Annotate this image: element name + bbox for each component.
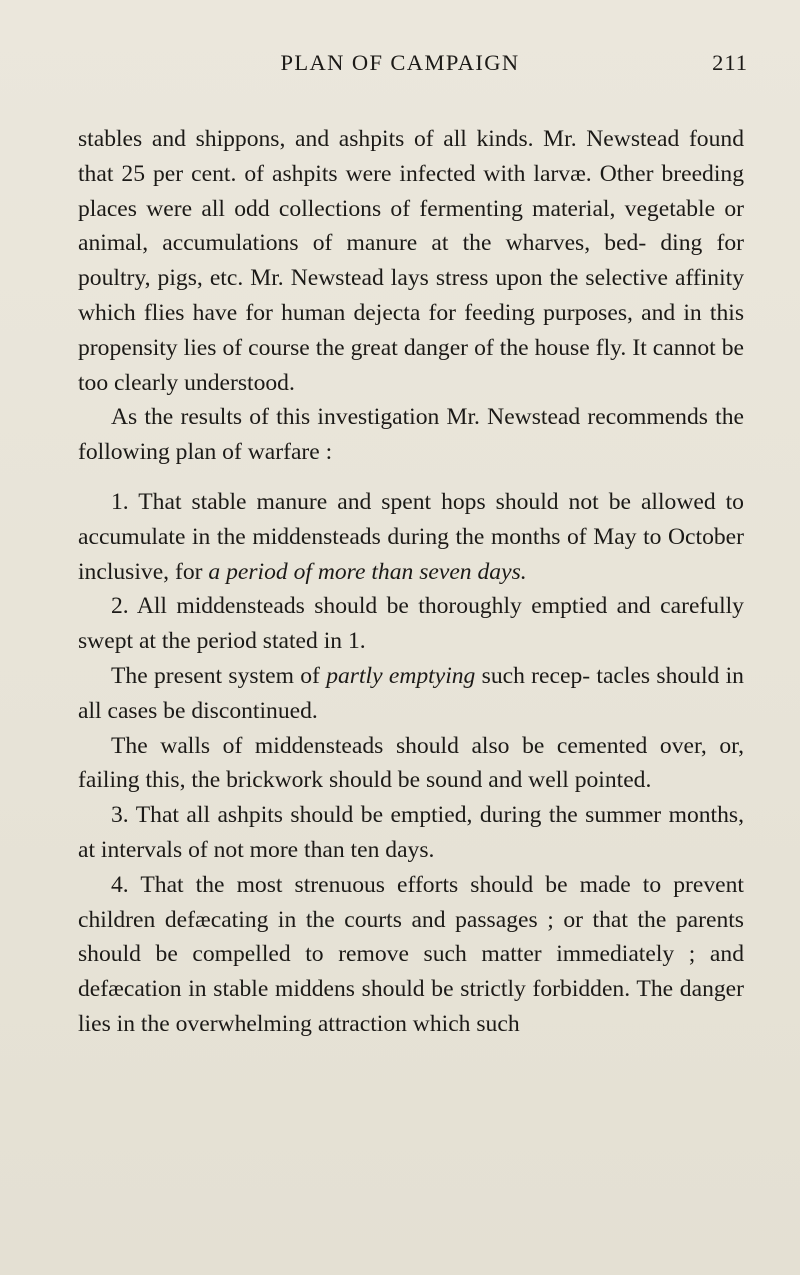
recommendation-number: 1. xyxy=(111,488,129,515)
running-head xyxy=(0,50,800,90)
recommendation-3 xyxy=(78,798,744,868)
recommendation-text: such recep- tacles should in all cases be discontinued. xyxy=(78,662,744,724)
page-number: 211 xyxy=(712,50,748,75)
recommendation-number: 3. xyxy=(111,802,129,829)
recommendation-emphasis: a period of more than seven days. xyxy=(208,558,527,585)
recommendation-2-walls: The walls of middensteads should also be cemented over, or, failing this, the brickwork should be sound and well pointed. xyxy=(78,732,744,794)
recommendation-emphasis: partly emptying xyxy=(326,662,476,689)
recommendation-text: All middensteads should be thoroughly emptied and carefully swept at the period stated in 1. xyxy=(78,593,744,655)
recommendation-text: That stable manure and spent hops should not be allowed to accumulate in the middensteads during the months of May to October inclusive, for xyxy=(78,488,744,585)
paragraph-continuation: stables and shippons, and ashpits of all kinds. Mr. Newstead found that 25 per cent. of ashpits were infected with larvæ. Other breeding places were all odd collections of fermenting material, vegetable or animal, accumulations of manure at the wharves, bed- ding for poultry, pigs, etc. Mr. Newstead lays stress upon the selective affinity which flies have for human dejecta for feeding purposes, and in this propensity lies of course the great danger of the house fly. It cannot be too clearly understood. xyxy=(78,126,744,396)
recommendation-2 xyxy=(78,589,744,659)
recommendation-1 xyxy=(78,485,744,589)
recommendation-2-note xyxy=(78,659,744,729)
recommendation-4 xyxy=(78,868,744,1042)
recommendation-number: 2. xyxy=(111,593,129,620)
recommendation-text: The present system of xyxy=(111,662,320,689)
body-text xyxy=(78,122,744,1042)
running-title: PLAN OF CAMPAIGN xyxy=(280,50,520,75)
recommendation-text: That the most strenuous efforts should be made to prevent children defæcating in the courts and passages ; or that the parents should be compelled to remove such matter immediately ; and defæcation in stable middens should be strictly forbidden. The danger lies in the overwhelming attraction which such xyxy=(78,871,744,1037)
recommendation-text: That all ashpits should be emptied, during the summer months, at intervals of not more than ten days. xyxy=(78,802,744,863)
recommendation-number: 4. xyxy=(111,871,129,898)
paragraph-results: As the results of this investigation Mr. Newstead recommends the following plan of warfare : xyxy=(78,404,744,466)
